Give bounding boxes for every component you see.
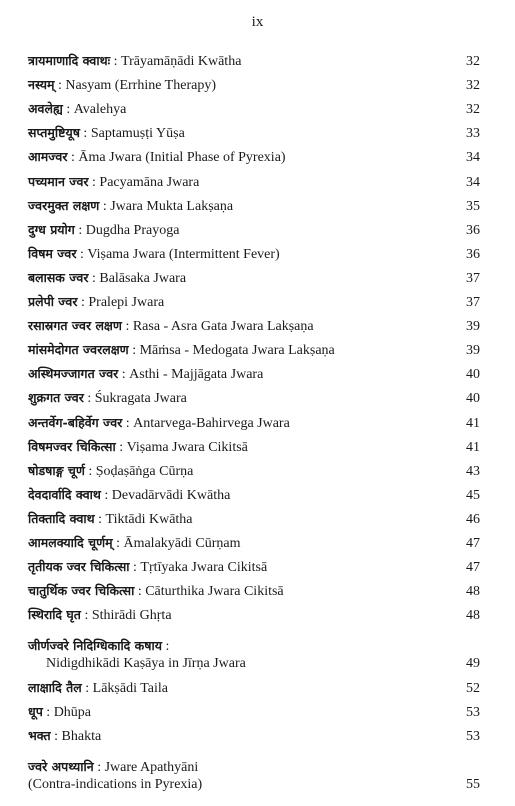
toc-entry-title xyxy=(28,758,202,793)
page-ref: 55 xyxy=(466,776,480,792)
sanskrit-title: सप्तमुष्टियूष xyxy=(28,125,80,141)
toc-entry-title xyxy=(28,269,186,287)
title-separator: : xyxy=(115,439,127,455)
transliterated-title: Viṣama Jwara (Intermittent Fever) xyxy=(87,246,280,262)
toc-entry-title xyxy=(28,727,101,745)
transliterated-title: Śukragata Jwara xyxy=(94,391,187,407)
transliterated-title: Nidigdhikādi Kaṣāya in Jīrṇa Jwara xyxy=(46,656,246,672)
title-separator: : xyxy=(74,222,86,238)
title-separator: : xyxy=(81,680,93,696)
page-ref: 39 xyxy=(466,319,480,335)
toc-entry xyxy=(28,191,480,215)
sanskrit-title: अस्थिमज्जागत ज्वर xyxy=(28,366,119,382)
page-ref: 32 xyxy=(466,78,480,94)
transliterated-title: Avalehya xyxy=(73,102,127,118)
transliterated-title: Pralepi Jwara xyxy=(88,295,165,311)
title-separator: : xyxy=(67,150,79,166)
page-ref: 41 xyxy=(466,439,480,455)
toc-entry xyxy=(28,215,480,239)
toc-entry xyxy=(28,166,480,190)
title-separator: : xyxy=(129,560,141,576)
title-separator: : xyxy=(122,415,134,431)
sanskrit-title: लाक्षादि तैल xyxy=(28,679,82,695)
sanskrit-title: ज्वरमुक्त लक्षण xyxy=(28,197,100,213)
page-ref: 53 xyxy=(466,728,480,744)
toc-entry-title xyxy=(28,534,241,552)
toc-entry xyxy=(28,383,480,407)
transliterated-title: Āma Jwara (Initial Phase of Pyrexia) xyxy=(78,150,286,166)
page-ref: 40 xyxy=(466,367,480,383)
transliterated-title: Dhūpa xyxy=(53,704,92,720)
sanskrit-title: चातुर्थिक ज्वर चिकित्सा xyxy=(28,583,135,599)
toc-entry-title xyxy=(28,510,193,528)
toc-entry xyxy=(28,335,480,359)
toc-entry xyxy=(28,359,480,383)
toc-entry-title xyxy=(28,679,168,697)
page-ref: 39 xyxy=(466,343,480,359)
page-ref: 47 xyxy=(466,535,480,551)
title-separator: : xyxy=(88,174,100,190)
title-separator: : xyxy=(134,584,146,600)
sanskrit-title: त्रायमाणादि क्वाथः xyxy=(28,53,111,69)
toc-entry-title xyxy=(28,462,193,480)
toc-entry-title xyxy=(28,438,248,456)
page-ref: 35 xyxy=(466,198,480,214)
page-number: ix xyxy=(251,14,264,30)
toc-entry-title xyxy=(28,197,233,215)
sanskrit-title: विषम ज्वर xyxy=(28,245,77,261)
title-separator: : xyxy=(128,343,140,359)
title-separator: : xyxy=(118,367,130,383)
toc-entry-title xyxy=(28,703,91,721)
page-ref: 34 xyxy=(466,174,480,190)
page-ref: 33 xyxy=(466,126,480,142)
transliterated-title: Cāturthika Jwara Cikitsā xyxy=(145,584,284,600)
title-separator: : xyxy=(161,639,170,655)
sanskrit-title: दुग्ध प्रयोग xyxy=(28,221,75,237)
title-separator: : xyxy=(77,295,89,311)
sanskrit-title: देवदार्वादि क्वाथ xyxy=(28,486,101,502)
sanskrit-title: रसास्रगत ज्वर लक्षण xyxy=(28,318,122,334)
sanskrit-title: अन्तर्वेग-बहिर्वेग ज्वर xyxy=(28,414,123,430)
toc-entry xyxy=(28,576,480,600)
toc-entry xyxy=(28,407,480,431)
transliterated-title: Tṛtīyaka Jwara Cikitsā xyxy=(140,560,268,576)
transliterated-title: Viṣama Jwara Cikitsā xyxy=(126,439,248,455)
page-ref: 45 xyxy=(466,487,480,503)
toc-entry xyxy=(28,94,480,118)
sanskrit-title: स्थिरादि घृत xyxy=(28,607,81,623)
page-ref: 32 xyxy=(466,102,480,118)
page-ref: 32 xyxy=(466,54,480,70)
toc-entry-title xyxy=(28,76,216,94)
toc-entry xyxy=(28,46,480,70)
toc-entry-title xyxy=(28,486,230,504)
title-separator: : xyxy=(121,319,133,335)
sanskrit-title: नस्यम् xyxy=(28,77,55,93)
page-ref: 52 xyxy=(466,680,480,696)
toc-entry-title xyxy=(28,148,286,166)
title-separator: : xyxy=(110,54,122,70)
toc-entry-title xyxy=(28,637,246,672)
toc-entry-title xyxy=(28,124,185,142)
toc-entry-title xyxy=(28,52,241,70)
page-ref: 41 xyxy=(466,415,480,431)
sanskrit-title: तृतीयक ज्वर चिकित्सा xyxy=(28,559,130,575)
toc-entry xyxy=(28,480,480,504)
sanskrit-title: आमज्वर xyxy=(28,149,68,165)
transliterated-title: Lākṣādi Taila xyxy=(92,680,168,696)
transliterated-title: Tiktādi Kwātha xyxy=(105,511,193,527)
toc-entry-title xyxy=(28,606,172,624)
title-separator: : xyxy=(79,126,91,142)
page-ref: 49 xyxy=(466,656,480,672)
toc-entry-title xyxy=(28,100,126,118)
transliterated-title: Trāyamāṇādi Kwātha xyxy=(121,54,242,70)
page-ref: 37 xyxy=(466,295,480,311)
transliterated-subtitle: (Contra-indications in Pyrexia) xyxy=(28,776,203,792)
toc-entry xyxy=(28,239,480,263)
sanskrit-title: अवलेह्य xyxy=(28,101,63,117)
toc-entry xyxy=(28,745,480,793)
toc-entry xyxy=(28,432,480,456)
title-separator: : xyxy=(88,270,100,286)
toc-entry xyxy=(28,697,480,721)
title-separator: : xyxy=(112,535,124,551)
toc-entry xyxy=(28,504,480,528)
title-separator: : xyxy=(76,246,88,262)
sanskrit-title: षोडषाङ्ग चूर्ण xyxy=(28,462,85,478)
title-separator: : xyxy=(94,511,106,527)
sanskrit-title: मांसमेदोगत ज्वरलक्षण xyxy=(28,342,129,358)
title-separator: : xyxy=(83,391,95,407)
toc-entry xyxy=(28,528,480,552)
transliterated-title: Saptamuṣṭi Yūṣa xyxy=(90,126,185,142)
sanskrit-title: शुक्रगत ज्वर xyxy=(28,390,84,406)
toc-entry-title xyxy=(28,365,263,383)
toc-entry-title xyxy=(28,414,290,432)
toc-entry xyxy=(28,118,480,142)
transliterated-title: Balāsaka Jwara xyxy=(99,270,187,286)
title-separator: : xyxy=(54,78,66,94)
transliterated-title: Sthirādi Ghṛta xyxy=(91,608,172,624)
toc-entry-title xyxy=(28,341,335,359)
toc-entry-title xyxy=(28,293,164,311)
page-ref: 37 xyxy=(466,270,480,286)
transliterated-title: Jwara Mukta Lakṣaṇa xyxy=(110,198,234,214)
sanskrit-title: बलासक ज्वर xyxy=(28,269,89,285)
title-separator: : xyxy=(80,608,92,624)
page-ref: 34 xyxy=(466,150,480,166)
title-separator: : xyxy=(93,759,105,775)
page-ref: 36 xyxy=(466,246,480,262)
toc-entry xyxy=(28,263,480,287)
transliterated-title: Āmalakyādi Cūrṇam xyxy=(123,535,241,551)
page-ref: 48 xyxy=(466,584,480,600)
transliterated-title: Dugdha Prayoga xyxy=(85,222,180,238)
title-separator: : xyxy=(62,102,74,118)
toc-entry-title xyxy=(28,389,187,407)
toc-entry xyxy=(28,672,480,696)
toc-entry xyxy=(28,142,480,166)
transliterated-title: Devadārvādi Kwātha xyxy=(111,487,231,503)
toc-entry-title xyxy=(28,245,280,263)
toc-entry xyxy=(28,552,480,576)
transliterated-title: Māṁsa - Medogata Jwara Lakṣaṇa xyxy=(139,343,335,359)
toc-entry-title xyxy=(28,317,314,335)
title-separator: : xyxy=(99,198,111,214)
page-ref: 48 xyxy=(466,608,480,624)
toc-entry-title xyxy=(28,173,199,191)
page-ref: 36 xyxy=(466,222,480,238)
page-ref: 47 xyxy=(466,560,480,576)
sanskrit-title: प्रलेपी ज्वर xyxy=(28,294,78,310)
sanskrit-title: विषमज्वर चिकित्सा xyxy=(28,438,116,454)
page-ref: 53 xyxy=(466,704,480,720)
page-ref: 40 xyxy=(466,391,480,407)
toc-entry xyxy=(28,600,480,624)
title-separator: : xyxy=(100,487,112,503)
sanskrit-title: ज्वरे अपथ्यानि xyxy=(28,758,94,774)
transliterated-title: Nasyam (Errhine Therapy) xyxy=(65,78,216,94)
transliterated-title: Asthi - Majjāgata Jwara xyxy=(129,367,264,383)
sanskrit-title: तिक्तादि क्वाथ xyxy=(28,510,95,526)
transliterated-title: Rasa - Asra Gata Jwara Lakṣaṇa xyxy=(132,319,314,335)
title-separator: : xyxy=(42,704,54,720)
toc-entry xyxy=(28,70,480,94)
toc-entry-title xyxy=(28,558,267,576)
sanskrit-title: धूप xyxy=(28,703,43,719)
sanskrit-title: भक्त xyxy=(28,727,51,743)
sanskrit-title: पच्यमान ज्वर xyxy=(28,173,89,189)
toc-entry xyxy=(28,456,480,480)
sanskrit-title: आमलक्यादि चूर्णम् xyxy=(28,534,113,550)
sanskrit-title: जीर्णज्वरे निदिग्धिकादि कषाय xyxy=(28,638,162,654)
transliterated-title: Bhakta xyxy=(61,728,102,744)
toc-entry-title xyxy=(28,582,284,600)
transliterated-title: Ṣoḍaṣāṅga Cūrṇa xyxy=(95,463,194,479)
transliterated-title: Pacyamāna Jwara xyxy=(99,174,200,190)
toc-entry xyxy=(28,624,480,672)
title-separator: : xyxy=(50,728,62,744)
transliterated-title: Antarvega-Bahirvega Jwara xyxy=(133,415,290,431)
page-ref: 46 xyxy=(466,511,480,527)
table-of-contents xyxy=(28,46,480,793)
toc-entry-title xyxy=(28,221,179,239)
toc-entry xyxy=(28,721,480,745)
toc-entry xyxy=(28,311,480,335)
transliterated-title: Jware Apathyāni xyxy=(104,759,199,775)
title-separator: : xyxy=(84,463,96,479)
page-ref: 43 xyxy=(466,463,480,479)
toc-entry xyxy=(28,287,480,311)
